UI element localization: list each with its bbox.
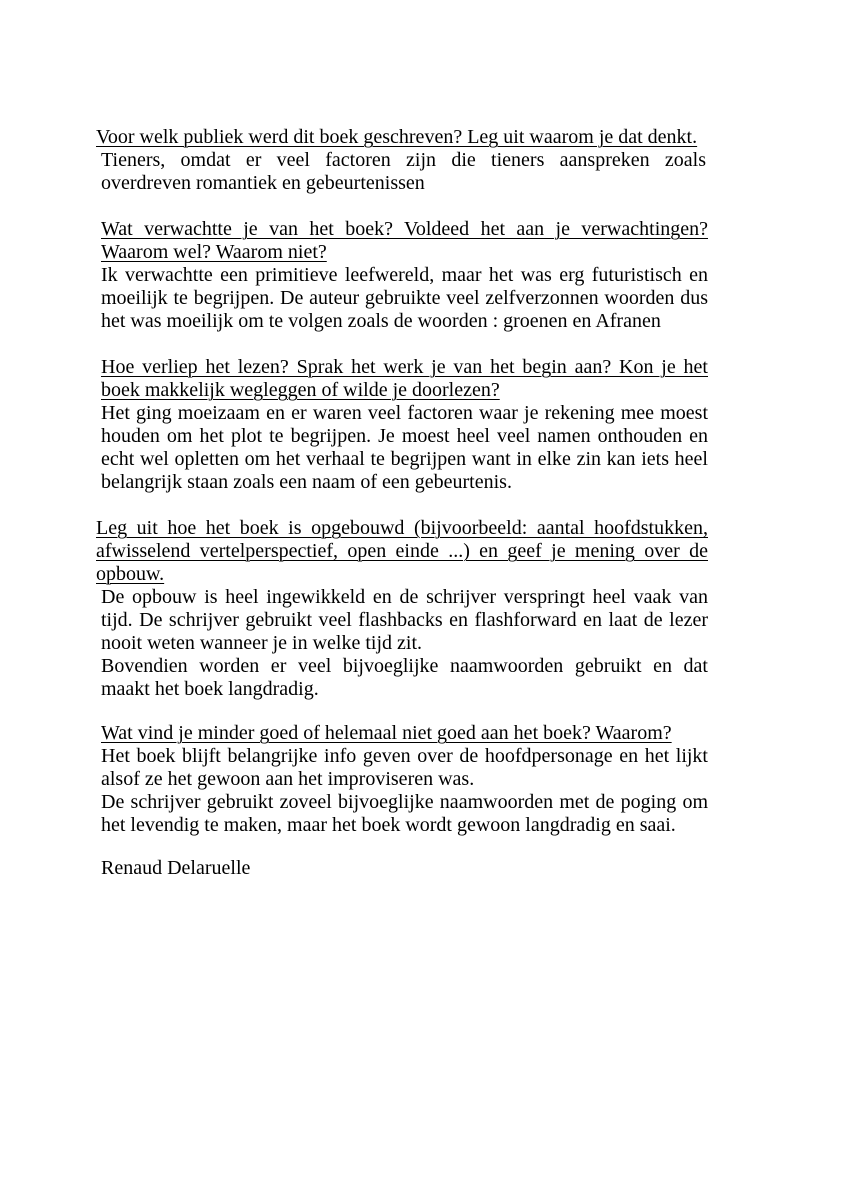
section-criticism xyxy=(101,722,708,837)
answer-paragraph: De schrijver gebruikt zoveel bijvoeglijke naamwoorden met de poging om het levendig te maken, maar het boek wordt gewoon langdradig en saai. xyxy=(101,791,708,836)
question-heading: Voor welk publiek werd dit boek geschreven? Leg uit waarom je dat denkt. xyxy=(96,126,698,148)
answer-paragraph: De opbouw is heel ingewikkeld en de schrijver verspringt heel vaak van tijd. De schrijver gebruikt veel flashbacks en flashforward en laat de lezer nooit weten wanneer je in welke tijd zit. xyxy=(101,586,708,654)
author-signature: Renaud Delaruelle xyxy=(101,857,251,879)
answer-paragraph: Ik verwachtte een primitieve leefwereld, maar het was erg futuristisch en moeilijk te begrijpen. De auteur gebruikte veel zelfverzonnen woorden dus het was moeilijk om te volgen zoals de woorden : groenen en Afranen xyxy=(101,264,708,332)
question-heading: Wat verwachtte je van het boek? Voldeed het aan je verwachtingen? Waarom wel? Waarom niet? xyxy=(101,218,708,263)
question-heading: Leg uit hoe het boek is opgebouwd (bijvoorbeeld: aantal hoofdstukken, afwisselend vertelperspectief, open einde ...) en geef je mening over de opbouw. xyxy=(96,517,708,585)
question-heading: Hoe verliep het lezen? Sprak het werk je van het begin aan? Kon je het boek makkelijk wegleggen of wilde je doorlezen? xyxy=(101,356,708,401)
section-reading xyxy=(101,356,708,494)
answer-paragraph: Het ging moeizaam en er waren veel factoren waar je rekening mee moest houden om het plot te begrijpen. Je moest heel veel namen onthouden en echt wel opletten om het verhaal te begrijpen want in elke zin kan iets heel belangrijk staan zoals een naam of een gebeurtenis. xyxy=(101,402,708,493)
section-audience xyxy=(96,126,706,195)
answer-paragraph: Het boek blijft belangrijke info geven over de hoofdpersonage en het lijkt alsof ze het gewoon aan het improviseren was. xyxy=(101,745,708,790)
section-expectations xyxy=(101,218,708,333)
question-heading: Wat vind je minder goed of helemaal niet goed aan het boek? Waarom? xyxy=(101,722,672,744)
section-structure xyxy=(96,517,708,701)
answer-paragraph: Tieners, omdat er veel factoren zijn die tieners aanspreken zoals overdreven romantiek en gebeurtenissen xyxy=(101,149,706,194)
answer-paragraph: Bovendien worden er veel bijvoeglijke naamwoorden gebruikt en dat maakt het boek langdradig. xyxy=(101,655,708,700)
